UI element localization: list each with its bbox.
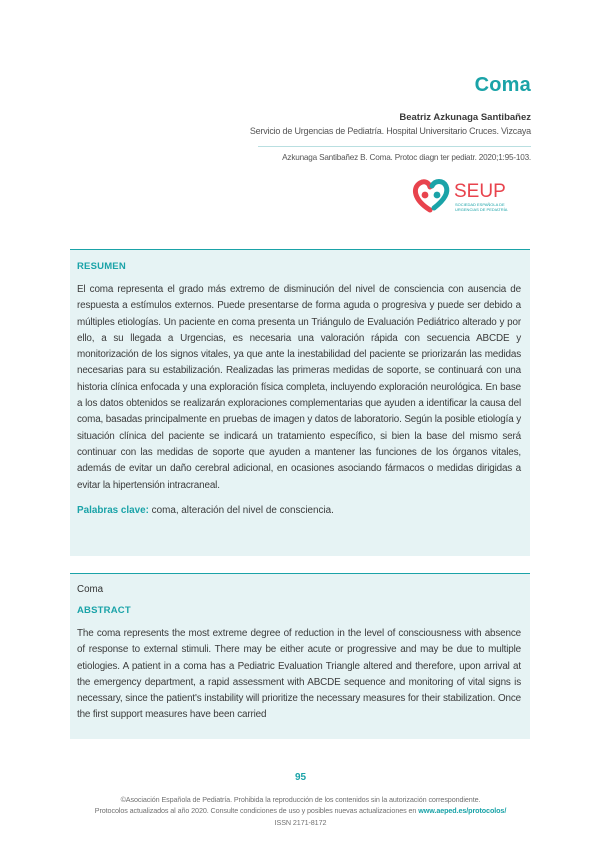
header-divider xyxy=(258,146,531,147)
resumen-box xyxy=(70,249,530,556)
author-name: Beatriz Azkunaga Santibañez xyxy=(399,112,531,123)
seup-heart-icon xyxy=(415,182,446,211)
abstract-box xyxy=(70,573,530,739)
seup-logo xyxy=(410,174,535,218)
abstract-title: Coma xyxy=(77,584,104,595)
protocol-notice-text: Protocolos actualizados al año 2020. Consulte condiciones de uso y posibles nuevas actualizaciones en xyxy=(94,806,417,815)
keywords-label: Palabras clave: xyxy=(77,504,149,516)
article-title: Coma xyxy=(474,74,531,96)
protocols-link[interactable]: www.aeped.es/protocolos/ xyxy=(418,806,507,815)
seup-logo-tagline-2: URGENCIAS DE PEDIATRÍA xyxy=(455,207,508,212)
protocol-notice xyxy=(0,806,601,815)
author-affiliation: Servicio de Urgencias de Pediatría. Hospital Universitario Cruces. Vizcaya xyxy=(249,126,531,136)
seup-logo-name: SEUP xyxy=(454,181,506,202)
resumen-text: El coma representa el grado más extremo de disminución del nivel de consciencia con ausencia de respuesta a estímulos externos. Puede presentarse de forma aguda o progresiva y puede ser debido a múltiples etiologías. Un paciente en coma presenta un Triángulo de Evaluación Pediátrico alterado y por ello, a su llegada a Urgencias, es necesaria una valoración rápida con secuencia ABCDE y monitorización de los signos vitales, ya que ante la inestabilidad del paciente se priorizarán las medidas necesarias para su estabilización. Realizadas las primeras medidas de soporte, se continuará con una historia clínica enfocada y una exploración física completa, incluyendo exploración neurológica. En base a los datos obtenidos se realizarán exploraciones complementarias que ayuden a identificar la causa del coma, basadas principalmente en pruebas de imagen y datos de laboratorio. Según la posible etiología y situación clínica del paciente se indicará un tratamiento específico, si bien la base del mismo será continuar con las medidas de soporte que ayuden a mantener las funciones de los órganos vitales, además de evitar un daño cerebral adicional, en ocasiones asociando fármacos o medidas dirigidas a evitar la hipertensión intracraneal. xyxy=(77,284,521,491)
page-number: 95 xyxy=(294,772,307,783)
keywords xyxy=(77,505,523,516)
keywords-text: coma, alteración del nivel de consciencia. xyxy=(151,504,334,516)
citation: Azkunaga Santibañez B. Coma. Protoc diagn ter pediatr. 2020;1:95-103. xyxy=(282,153,531,162)
resumen-heading: RESUMEN xyxy=(77,261,126,272)
abstract-text: The coma represents the most extreme degree of reduction in the level of consciousness with absence of response to external stimuli. There may be either acute or progressive and may be due to multiple etiologies. A patient in a coma has a Pediatric Evaluation Triangle altered and therefore, upon arrival at the emergency department, a rapid assessment with ABCDE sequence and monitoring of vital signs is necessary, since the patient's instability will prioritize the necessary measures for their stabilization. Once the first support measures have been carried xyxy=(77,628,521,721)
issn: ISSN 2171-8172 xyxy=(274,818,327,827)
copyright-notice: ©Asociación Española de Pediatría. Prohibida la reproducción de los contenidos sin la autorización correspondiente. xyxy=(120,795,481,804)
seup-logo-tagline-1: SOCIEDAD ESPAÑOLA DE xyxy=(455,202,505,207)
abstract-heading: ABSTRACT xyxy=(77,605,131,616)
